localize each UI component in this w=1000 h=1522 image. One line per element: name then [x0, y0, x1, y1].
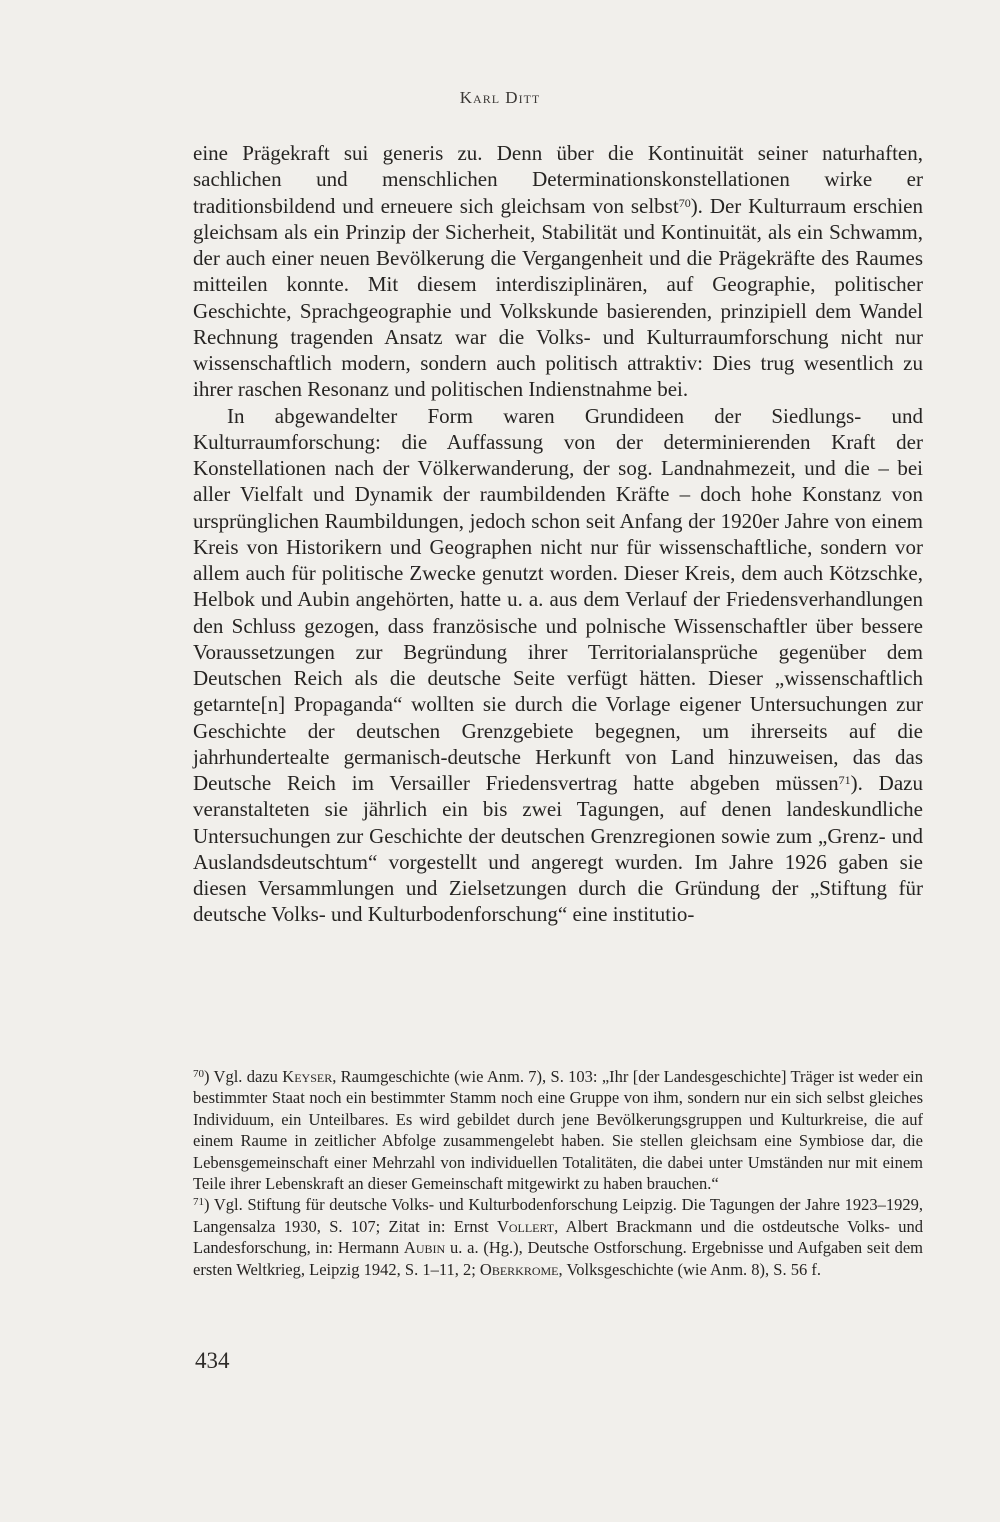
footnote-ref-71: 71 [838, 773, 851, 787]
footnote-70-text-a: ) Vgl. dazu [204, 1067, 283, 1086]
paragraph-1 [193, 140, 923, 403]
paragraph-2-text-start: In abgewandelter Form waren Grundideen der Siedlungs- und Kulturraumforschung: die Auffassung von der determinierenden Kraft der Konstellationen nach der Völkerwanderung, der sog. Landnahmezeit, und die – bei aller Vielfalt und Dynamik der raumbildenden Kräfte – doch hohe Konstanz von ursprünglichen Raumbildungen, jedoch schon seit Anfang der 1920er Jahre von einem Kreis von Historikern und Geographen nicht nur für wissenschaftliche, sondern vor allem auch für politische Zwecke genutzt worden. Dieser Kreis, dem auch Kötzschke, Helbok und Aubin angehörten, hatte u. a. aus dem Verlauf der Friedensverhandlungen den Schluss gezogen, dass französische und polnische Wissenschaftler über bessere Voraussetzungen zur Begründung ihrer Territorialansprüche gegenüber dem Deutschen Reich als die deutsche Seite verfügt hätten. Dieser „wissenschaftlich getarnte[n] Propaganda“ wollten sie durch die Vorlage eigener Untersuchungen zur Geschichte der deutschen Grenzgebiete begegnen, um ihrerseits auf die jahrhundertealte germanisch-deutsche Herkunft von Land hinzuweisen, das das Deutsche Reich im Versailler Friedensvertrag hatte abgeben müssen [193, 403, 923, 795]
page-number: 434 [195, 1348, 230, 1373]
footnote-71-text-c: u. a. (Hg.), Deutsche Ostforschung. Ergebnisse und Aufgaben seit dem ersten Weltkrieg, Leipzig 1942, S. 1–11, 2; [193, 1238, 923, 1279]
paragraph-2-text-end: ). Dazu veranstalteten sie jährlich ein bis zwei Tagungen, auf denen landeskundliche Untersuchungen zur Geschichte der deutschen Grenzregionen sowie zum „Grenz- und Auslandsdeutschtum“ vorgestellt und angeregt wurden. Im Jahre 1926 gaben sie diesen Versammlungen und Zielsetzungen durch die Gründung der „Stiftung für deutsche Volks- und Kulturbodenforschung“ eine institutio- [193, 771, 923, 927]
footnote-71-text-a: ) Vgl. Stiftung für deutsche Volks- und Kulturbodenforschung Leipzig. Die Tagungen der Jahre 1923–1929, Langensalza 1930, S. 107; Zitat in: Ernst [193, 1195, 923, 1236]
footnote-70 [193, 1066, 923, 1194]
footnote-ref-70: 70 [678, 195, 691, 210]
footnote-71-number: 71 [193, 1196, 204, 1209]
running-head: Karl Ditt [459, 88, 541, 107]
footnote-71-author-1: Vollert [496, 1216, 555, 1236]
footnote-71-text-b: , Albert Brackmann und die ostdeutsche Volks- und Landesforschung, in: Hermann [193, 1216, 923, 1258]
paragraph-1-text-start: eine Prägekraft sui generis zu. Denn über die Kontinuität seiner naturhaften, sachlichen und menschlichen Determinationskonstellationen wirke er traditionsbildend und erneuere sich gleichsam von selbst [193, 141, 923, 218]
main-text [193, 140, 923, 928]
footnote-71-text-d: , Volksgeschichte (wie Anm. 8), S. 56 f. [558, 1259, 821, 1279]
footnote-70-text-b: , Raumgeschichte (wie Anm. 7), S. 103: „Ihr [der Landesgeschichte] Träger ist weder ein bestimmter Staat noch ein bestimmter Stamm noch eine Gruppe von ihm, sondern nur ein sich selbst gleiches Individuum, ein Unteilbares. Es wird gebildet durch jene Bevölkerungsgruppen und Kulturkreise, die auf einem Raume in zeitlicher Abfolge zusammengelebt haben. Sie stellen gleichsam eine Symbiose dar, die Lebensgemeinschaft einer Mehrzahl von individuellen Totalitäten, die dabei unter Umständen nur mit einem Teile ihrer Lebenskraft an dieser Gemeinschaft mitgewirkt zu haben brauchen.“ [193, 1067, 923, 1194]
paragraph-1-text-end: ). Der Kulturraum erschien gleichsam als ein Prinzip der Sicherheit, Stabilität und Kontinuität, als ein Schwamm, der auch einer neuen Bevölkerung die Vergangenheit und die Prägekräfte des Raumes mitteilen konnte. Mit diesem interdisziplinären, auf Geographie, politischer Geschichte, Sprachgeographie und Volkskunde basierenden, prinzipiell dem Wandel Rechnung tragenden Ansatz war die Volks- und Kulturraumforschung nicht nur wissenschaftlich modern, sondern auch politisch attraktiv: Dies trug wesentlich zu ihrer raschen Resonanz und politischen Indienstnahme bei. [193, 193, 923, 402]
footnote-70-number: 70 [193, 1068, 204, 1080]
paragraph-2 [193, 403, 923, 928]
footnotes [193, 1066, 923, 1280]
footnote-71 [193, 1194, 923, 1280]
footnote-70-author: Keyser [282, 1067, 333, 1086]
footnote-71-author-2: Aubin [403, 1238, 446, 1258]
footnote-71-author-3: Oberkrome [479, 1259, 559, 1279]
